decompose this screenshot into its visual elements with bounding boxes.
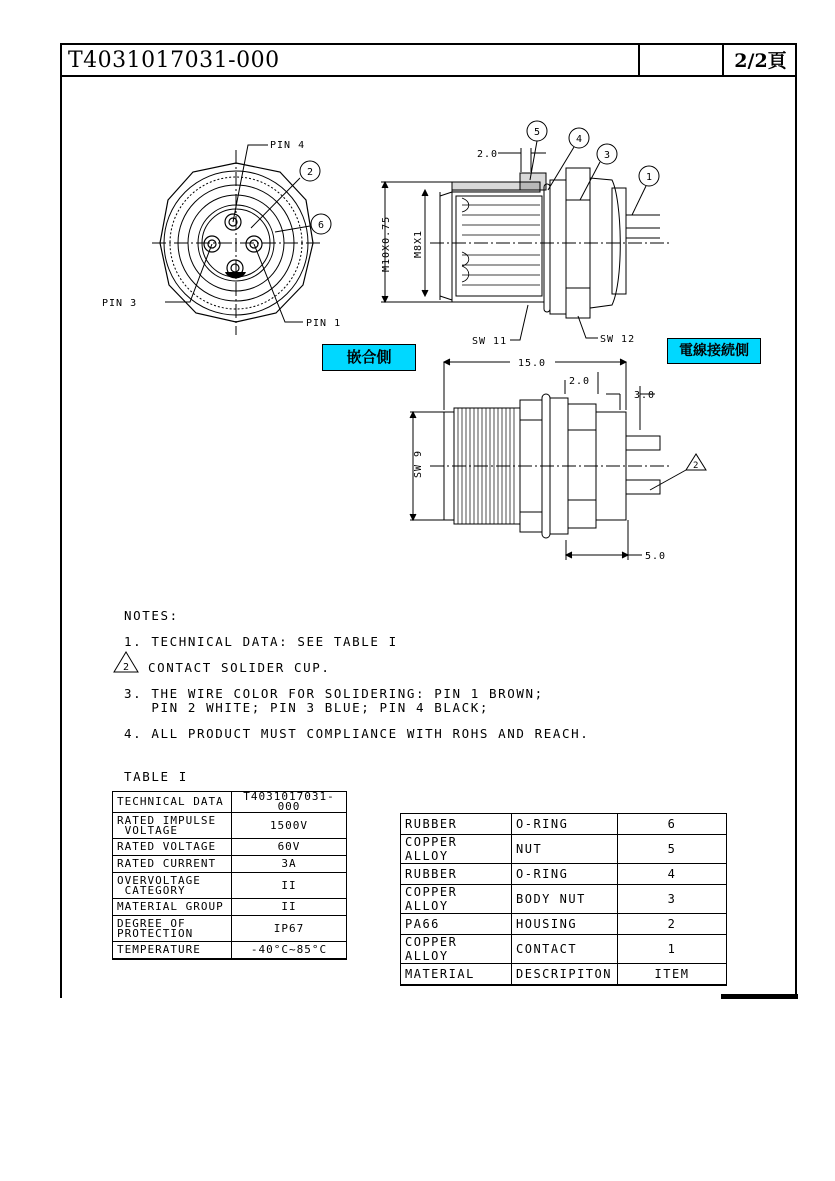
pin4-label: PIN 4 (270, 140, 306, 151)
table-cell: RATED CURRENT (113, 856, 232, 873)
table-cell: RATED VOLTAGE (113, 839, 232, 856)
table-cell: -40°C~85°C (232, 942, 347, 960)
note-3-line2: PIN 2 WHITE; PIN 3 BLUE; PIN 4 BLACK; (124, 700, 490, 715)
table-cell: T4031017031-000 (232, 792, 347, 813)
table-cell: COPPER ALLOY (401, 835, 512, 864)
table-cell: TEMPERATURE (113, 942, 232, 960)
table-cell: RATED IMPULSE VOLTAGE (113, 813, 232, 839)
note-3-line1: 3. THE WIRE COLOR FOR SOLIDERING: PIN 1 BROWN; (124, 686, 544, 701)
table-cell: 6 (618, 814, 727, 835)
callout-3: 3 (604, 150, 612, 161)
front-view (152, 145, 331, 335)
pin1-label: PIN 1 (306, 318, 342, 329)
callout-1: 1 (646, 172, 654, 183)
table-cell: NUT (512, 835, 618, 864)
table1-title: TABLE I (124, 769, 188, 784)
mating-side-label: 嵌合側 (322, 344, 416, 371)
table-cell: II (232, 873, 347, 899)
table-cell: 60V (232, 839, 347, 856)
page-indicator: 2/2頁 (722, 45, 797, 75)
notes-heading: NOTES: (124, 608, 179, 623)
dim-15-0: 15.0 (518, 358, 547, 369)
table-cell: 1500V (232, 813, 347, 839)
triangle-callout-2: 2 (693, 461, 700, 471)
table-row (401, 964, 727, 986)
thread-outer-dim: M10X0.75 (381, 215, 392, 272)
table-cell: CONTACT (512, 935, 618, 964)
bottom-view (114, 359, 706, 672)
table-cell: II (232, 899, 347, 916)
dim-5-0: 5.0 (645, 551, 667, 562)
technical-data-table (112, 791, 347, 960)
bill-of-materials-table (400, 813, 727, 986)
table-row (113, 873, 347, 899)
callout-4: 4 (576, 134, 584, 145)
note-4: 4. ALL PRODUCT MUST COMPLIANCE WITH ROHS AND REACH. (124, 726, 590, 741)
pin3-label: PIN 3 (102, 298, 138, 309)
wire-side-label: 電線接続側 (667, 338, 761, 364)
callout-5: 5 (534, 127, 542, 138)
table-header-cell: MATERIAL (401, 964, 512, 986)
callout-6: 6 (318, 220, 326, 231)
table-row (113, 839, 347, 856)
table-cell: 4 (618, 864, 727, 885)
table-header-cell: ITEM (618, 964, 727, 986)
thread-inner-dim: M8X1 (413, 229, 424, 258)
dim-2-0-top: 2.0 (477, 149, 499, 160)
table-cell: DEGREE OF PROTECTION (113, 916, 232, 942)
table-cell: O-RING (512, 814, 618, 835)
note2-marker: 2 (123, 662, 131, 673)
table-row (113, 899, 347, 916)
callout-2: 2 (307, 167, 315, 178)
sw12-label: SW 12 (600, 334, 636, 345)
part-number: T4031017031-000 (68, 48, 280, 73)
table-cell: COPPER ALLOY (401, 885, 512, 914)
table-row (113, 856, 347, 873)
table-cell: RUBBER (401, 814, 512, 835)
sw9-label: SW 9 (413, 449, 424, 478)
table-cell: BODY NUT (512, 885, 618, 914)
table-row (113, 813, 347, 839)
note-1: 1. TECHNICAL DATA: SEE TABLE I (124, 634, 398, 649)
table-cell: RUBBER (401, 864, 512, 885)
note-2: CONTACT SOLIDER CUP. (148, 660, 331, 675)
table-cell: 2 (618, 914, 727, 935)
table-cell: O-RING (512, 864, 618, 885)
table-cell: 3 (618, 885, 727, 914)
table-row (401, 914, 727, 935)
table-cell: PA66 (401, 914, 512, 935)
table-row (401, 935, 727, 964)
table-row (113, 942, 347, 960)
table-cell: TECHNICAL DATA (113, 792, 232, 813)
table-cell: 3A (232, 856, 347, 873)
table-header-cell: DESCRIPITON (512, 964, 618, 986)
table-cell: COPPER ALLOY (401, 935, 512, 964)
table-cell: IP67 (232, 916, 347, 942)
sw11-label: SW 11 (472, 336, 508, 347)
table-row (401, 814, 727, 835)
table-cell: HOUSING (512, 914, 618, 935)
dim-2-0-bottom: 2.0 (569, 376, 591, 387)
table-cell: MATERIAL GROUP (113, 899, 232, 916)
table-row (401, 864, 727, 885)
dim-3-0: 3.0 (634, 390, 656, 401)
table-cell: OVERVOLTAGE CATEGORY (113, 873, 232, 899)
table-row (113, 792, 347, 813)
table-cell: 5 (618, 835, 727, 864)
table-row (113, 916, 347, 942)
table-cell: 1 (618, 935, 727, 964)
side-view (381, 121, 672, 340)
table-row (401, 835, 727, 864)
table-row (401, 885, 727, 914)
